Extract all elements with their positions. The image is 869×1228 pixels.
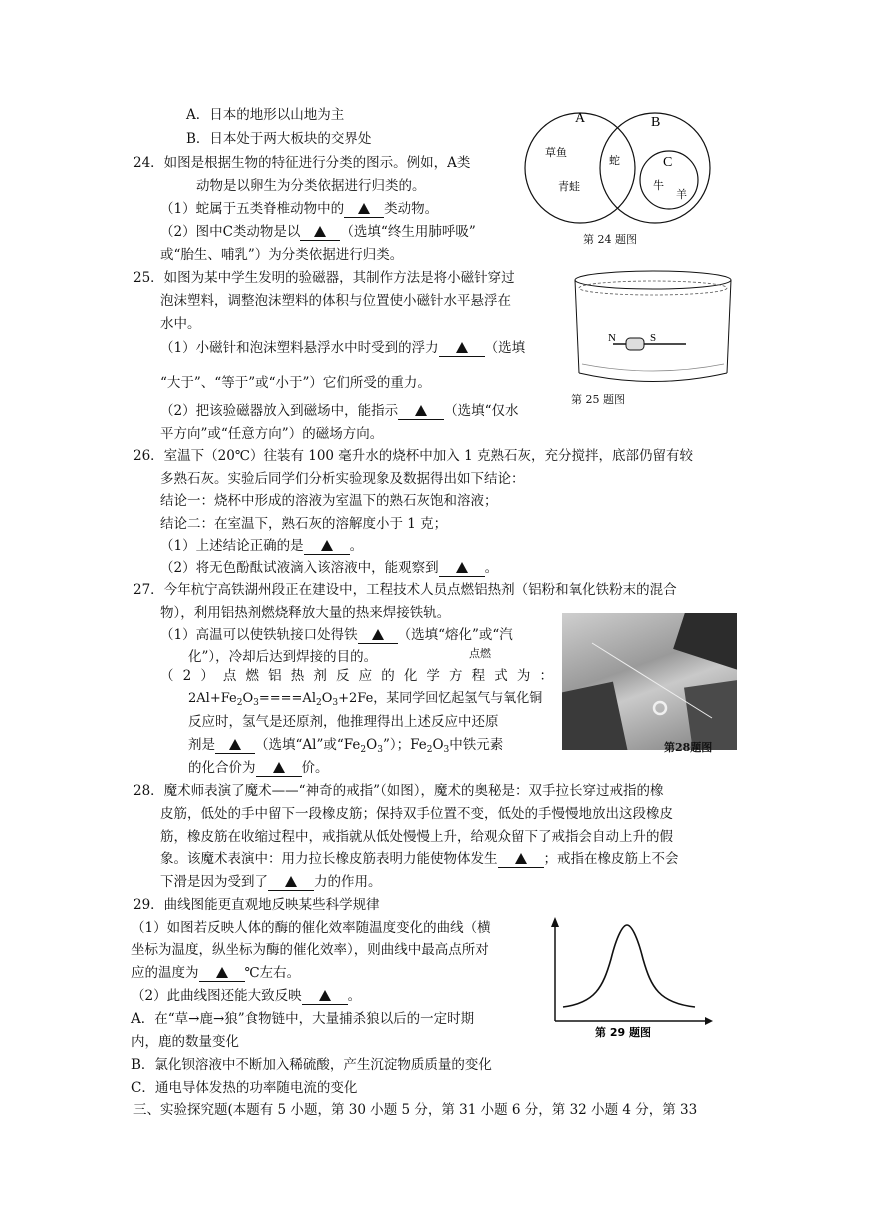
q26-line-4: 结论二：在室温下，熟石灰的溶解度小于 1 克； — [160, 516, 448, 532]
section-3-heading: 三、实验探究题(本题有 5 小题，第 30 小题 5 分，第 31 小题 6 分，第 32 小题 4 分，第 33 — [133, 1102, 698, 1118]
venn-circle-a — [525, 113, 635, 223]
venn-label-a: A — [575, 111, 586, 126]
magnet-north-label: N — [608, 332, 616, 344]
q25-line-2: 泡沫塑料，调整泡沫塑料的体积与位置使小磁针水平悬浮在 — [160, 293, 511, 309]
magic-ring-photo — [562, 613, 737, 750]
reaction-condition: 点燃 — [469, 647, 491, 660]
q29-line-2: （1）如图若反映人体的酶的催化效率随温度变化的曲线（横 — [131, 920, 491, 936]
answer-blank-triangle-icon — [515, 853, 527, 864]
q27-line-1: 27．今年杭宁高铁湖州段正在建设中，工程技术人员点燃铝热剂（铝粉和氧化铁粉末的混合 — [133, 582, 677, 598]
bell-curve — [563, 925, 695, 1007]
venn-qingwa: 青蛙 — [558, 180, 580, 193]
q23-option-b: B．日本处于两大板块的交界处 — [186, 131, 372, 147]
q26-line-5: （1）上述结论正确的是 。 — [160, 538, 364, 554]
venn-she: 蛇 — [609, 154, 620, 167]
q25-line-3: 水中。 — [160, 316, 201, 332]
q29-option-c: C．通电导体发热的功率随电流的变化 — [131, 1080, 358, 1096]
q26-line-2: 多熟石灰。实验后同学们分析实验现象及数据得出如下结论： — [160, 471, 525, 487]
answer-blank-triangle-icon — [273, 762, 285, 773]
q25-line-4: （1）小磁针和泡沫塑料悬浮水中时受到的浮力 （选填 — [160, 340, 526, 356]
q24-line-4: （2）图中C类动物是以 （选填“终生用肺呼吸” — [160, 224, 476, 240]
q26-line-6: （2）将无色酚酞试液滴入该溶液中，能观察到 。 — [160, 560, 499, 576]
q28-line-3: 筋，橡皮筋在收缩过程中，戒指就从低处慢慢上升，给观众留下了戒指会自动上升的假 — [160, 829, 673, 845]
answer-blank-triangle-icon — [415, 405, 427, 416]
q27-line-2: 物），利用铝热剂燃烧释放大量的热来焊接铁轨。 — [160, 605, 451, 621]
answer-blank-triangle-icon — [319, 990, 331, 1001]
answer-blank-triangle-icon — [285, 876, 297, 887]
q24-line-5: 或“胎生、哺乳”）为分类依据进行归类。 — [160, 247, 404, 263]
q24-line-3: （1）蛇属于五类脊椎动物中的 类动物。 — [160, 201, 439, 217]
q27-line-7: 反应时，氢气是还原剂，他推理得出上述反应中还原 — [188, 714, 499, 730]
q24-line-2: 动物是以卵生为分类依据进行归类的。 — [196, 178, 426, 194]
q28-line-2: 皮筋，低处的手中留下一段橡皮筋；保持双手位置不变，低处的手慢慢地放出这段橡皮 — [160, 806, 673, 822]
q23-option-a: A．日本的地形以山地为主 — [186, 107, 345, 123]
q25-line-5: “大于”、“等于”或“小于”）它们所受的重力。 — [160, 375, 431, 391]
q25-figure-caption: 第 25 题图 — [571, 393, 625, 406]
answer-blank-triangle-icon — [456, 342, 468, 353]
q27-line-4: 化”），冷却后达到焊接的目的。 — [188, 649, 378, 665]
bell-curve-figure — [545, 915, 715, 1040]
answer-blank-triangle-icon — [314, 226, 326, 237]
q25-line-7: 平方向”或“任意方向”）的磁场方向。 — [160, 426, 384, 442]
venn-diagram — [515, 100, 745, 250]
answer-blank-triangle-icon — [372, 629, 384, 640]
q29-line-5: （2）此曲线图还能大致反映 。 — [131, 988, 362, 1004]
venn-label-c: C — [663, 155, 673, 170]
q28-figure-caption: 第28题图 — [664, 741, 713, 754]
q27-equation-line: $2Al+Fe_2O_3====Al_2O_3+2Fe$，某同学回忆起氢气与氧化铜 — [188, 691, 543, 708]
q29-line-3: 坐标为温度，纵坐标为酶的催化效率），则曲线中最高点所对 — [131, 942, 489, 958]
answer-blank-triangle-icon — [358, 203, 370, 214]
q26-line-1: 26．室温下（20℃）往装有 100 毫升水的烧杯中加入 1 克熟石灰，充分搅拌，底部仍留有较 — [133, 448, 693, 464]
q27-line-9: 的化合价为 价。 — [188, 760, 329, 776]
q28-line-4: 象。该魔术表演中：用力拉长橡皮筋表明力能使物体发生 ；戒指在橡皮筋上不会 — [160, 851, 679, 867]
q29-option-b: B．氯化钡溶液中不断加入稀硫酸，产生沉淀物质质量的变化 — [131, 1057, 492, 1073]
q28-line-1: 28．魔术师表演了魔术——“神奇的戒指”（如图），魔术的奥秘是：双手拉长穿过戒指的橡 — [133, 783, 664, 799]
venn-label-b: B — [651, 115, 661, 130]
q25-line-1: 25．如图为某中学生发明的验磁器，其制作方法是将小磁针穿过 — [133, 270, 515, 286]
q27-line-8: 剂是 （选填“Al”或“$Fe_2O_3$”）；$Fe_2O_3$中铁元素 — [188, 737, 504, 755]
venn-niu: 牛 — [653, 179, 664, 192]
magnet-south-label: S — [650, 332, 657, 344]
venn-caoyu: 草鱼 — [545, 146, 567, 159]
q24-figure-caption: 第 24 题图 — [583, 233, 637, 246]
q27-line-3: （1）高温可以使铁轨接口处得铁 （选填“熔化”或“汽 — [160, 627, 513, 643]
q29-option-a-line-2: 内，鹿的数量变化 — [131, 1034, 239, 1050]
answer-blank-triangle-icon — [456, 562, 468, 573]
q27-line-5: （2）点燃铝热剂反应的化学方程式为： — [160, 668, 553, 684]
q29-line-4: 应的温度为 ℃左右。 — [131, 965, 301, 981]
q26-line-3: 结论一：烧杯中形成的溶液为室温下的熟石灰饱和溶液； — [160, 493, 498, 509]
q28-line-5: 下滑是因为受到了 力的作用。 — [160, 874, 382, 890]
q29-figure-caption: 第 29 题图 — [595, 1026, 651, 1039]
q29-option-a-line-1: A．在“草→鹿→狼”食物链中，大量捕杀狼以后的一定时期 — [131, 1011, 475, 1027]
answer-blank-triangle-icon — [216, 967, 228, 978]
answer-blank-triangle-icon — [321, 540, 333, 551]
q24-line-1: 24．如图是根据生物的特征进行分类的图示。例如，A类 — [133, 155, 471, 171]
magnet-detector-figure — [568, 266, 738, 391]
q25-line-6: （2）把该验磁器放入到磁场中，能指示 （选填“仅水 — [160, 403, 519, 419]
answer-blank-triangle-icon — [229, 739, 241, 750]
q29-line-1: 29．曲线图能更直观地反映某些科学规律 — [133, 897, 380, 913]
venn-yang: 羊 — [676, 188, 687, 201]
